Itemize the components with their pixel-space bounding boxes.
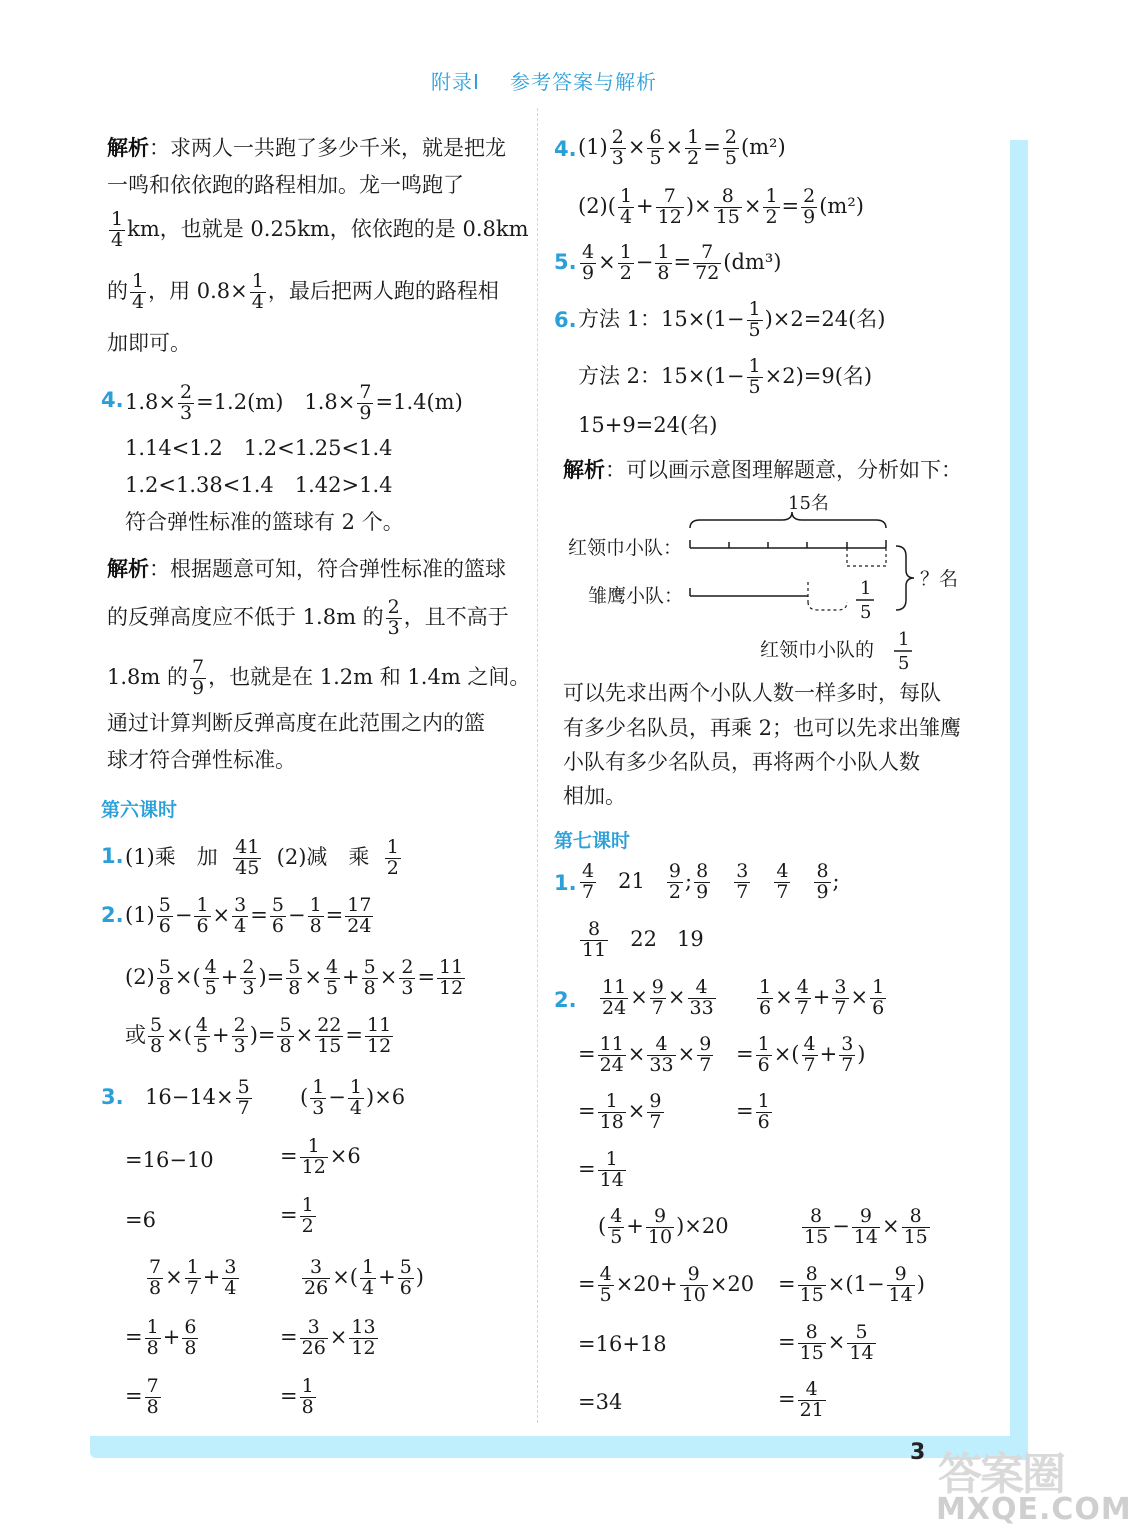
r-q5-line: $\frac{4}{9}$ × $\frac{1}{2}$ − $\frac{1}{8}$ = $\frac{7}{72}$ (dm³) bbox=[582, 241, 782, 284]
q4-line3: 1.2<1.38<1.4 1.42>1.4 bbox=[125, 473, 393, 497]
r7-q2-a-line3: = $\frac{1}{18}$ × $\frac{9}{7}$ bbox=[578, 1090, 662, 1133]
q3-c-line1: $\frac{7}{8}$ × $\frac{1}{7}$ + $\frac{3}{4}$ bbox=[149, 1256, 237, 1299]
header-title: 参考答案与解析 bbox=[509, 70, 657, 94]
analysis-2-line3: 1.8m 的 $\frac{7}{9}$ ，也就是在 1.2m 和 1.4m 之间。 bbox=[107, 656, 531, 699]
r-q6-line3: 15+9=24(名) bbox=[578, 413, 718, 437]
r7-q2-c-line4: =34 bbox=[578, 1390, 623, 1414]
q3-d-line3: = $\frac{1}{8}$ bbox=[280, 1375, 314, 1418]
svg-text:5: 5 bbox=[860, 602, 872, 623]
r-analysis-line1: 解析：可以画示意图理解题意，分析如下： bbox=[563, 458, 962, 482]
r7-q1-line1: $\frac{4}{7}$ 21 $\frac{9}{2}$ ; $\frac{8}{9}$ $\frac{3}{7}$ $\frac{4}{7}$ $\frac{8}{9}$ ; bbox=[582, 860, 840, 903]
q3-b-line2: = $\frac{1}{12}$ ×6 bbox=[280, 1135, 361, 1178]
q2-line3: 或 $\frac{5}{8}$ ×( $\frac{4}{5}$ + $\frac{2}{3}$ )= $\frac{5}{8}$ × $\frac{22}{15}$ = $\frac{11}{12}$ bbox=[125, 1014, 392, 1057]
q1-number: 1. bbox=[101, 844, 124, 868]
q1-answers: (1)乘 加 $\frac{41}{45}$ (2)减 乘 $\frac{1}{2}$ bbox=[125, 836, 399, 879]
q3-c-line3: = $\frac{7}{8}$ bbox=[125, 1375, 159, 1418]
q2-line2: (2) $\frac{5}{8}$ ×( $\frac{4}{5}$ + $\frac{2}{3}$ )= $\frac{5}{8}$ × $\frac{4}{5}$ + $\frac{5}{8}$ × $\frac{2}{3}$ = $\frac{11}{12}$ bbox=[125, 956, 464, 999]
q4-number: 4. bbox=[101, 388, 124, 412]
r-q6-method1: 方法 1：15×(1− $\frac{1}{5}$ )×2=24(名) bbox=[578, 298, 886, 341]
analysis-1-line5: 加即可。 bbox=[107, 331, 191, 355]
q3-b-line1: ( $\frac{1}{3}$ − $\frac{1}{4}$ )×6 bbox=[300, 1076, 406, 1119]
page-header bbox=[0, 66, 1088, 95]
q3-d-line2: = $\frac{3}{26}$ × $\frac{13}{12}$ bbox=[280, 1316, 376, 1359]
q2-line1: (1) $\frac{5}{6}$ − $\frac{1}{6}$ × $\frac{3}{4}$ = $\frac{5}{6}$ − $\frac{1}{8}$ = $\frac{17}{24}$ bbox=[125, 894, 372, 937]
diagram-row2-label: 雏鹰小队： bbox=[588, 585, 684, 607]
r-q4-line2: (2)( $\frac{1}{4}$ + $\frac{7}{12}$ )× $\frac{8}{15}$ × $\frac{1}{2}$ = $\frac{2}{9}$ (m²) bbox=[578, 185, 864, 228]
r7-q2-c-line2: = $\frac{4}{5}$ ×20+ $\frac{9}{10}$ ×20 bbox=[578, 1263, 755, 1306]
column-divider bbox=[537, 108, 538, 1423]
analysis-1-line4: 的 $\frac{1}{4}$ ，用 0.8× $\frac{1}{4}$ ，最后把两人跑的路程相 bbox=[107, 270, 499, 313]
r-analysis-p4: 相加。 bbox=[563, 784, 626, 808]
q4-line4: 符合弹性标准的篮球有 2 个。 bbox=[125, 510, 404, 534]
analysis-2-line5: 球才符合弹性标准。 bbox=[107, 748, 296, 772]
fraction: $\frac{1}{4}$ bbox=[111, 208, 124, 251]
page-number: 3 bbox=[910, 1440, 926, 1465]
r7-q2-c-line3: =16+18 bbox=[578, 1332, 667, 1356]
r7-q2-a-line4: = $\frac{1}{14}$ bbox=[578, 1148, 624, 1191]
r7-q1-number: 1. bbox=[554, 871, 577, 895]
diagram-top-brace bbox=[690, 512, 886, 528]
analysis-2-line1: 解析：根据题意可知，符合弹性标准的篮球 bbox=[107, 557, 506, 581]
q3-a-line3: =6 bbox=[125, 1208, 156, 1232]
r7-q2-c-line1: ( $\frac{4}{5}$ + $\frac{9}{10}$ )×20 bbox=[598, 1205, 729, 1248]
q3-b-line3: = $\frac{1}{2}$ bbox=[280, 1194, 314, 1237]
r7-q2-number: 2. bbox=[554, 988, 577, 1012]
q4-line2: 1.14<1.2 1.2<1.25<1.4 bbox=[125, 436, 393, 460]
section-lesson-6: 第六课时 bbox=[101, 799, 178, 821]
r7-q2-d-line1: $\frac{8}{15}$ − $\frac{9}{14}$ × $\frac{8}{15}$ bbox=[804, 1205, 928, 1248]
r7-q2-d-line2: = $\frac{8}{15}$ ×(1− $\frac{9}{14}$ ) bbox=[778, 1263, 925, 1306]
watermark-logo: 答案圈 MXQE.COM bbox=[936, 1449, 1132, 1527]
analysis-1-line1: 解析：求两人一共跑了多少千米，就是把龙 bbox=[107, 136, 506, 160]
svg-text:1: 1 bbox=[898, 629, 910, 650]
diagram-row1-label: 红领巾小队： bbox=[568, 537, 683, 559]
diagram-question-label: ？名 bbox=[920, 568, 959, 590]
q2-number: 2. bbox=[101, 903, 124, 927]
r-q6-method2: 方法 2：15×(1− $\frac{1}{5}$ ×2)=9(名) bbox=[578, 355, 873, 398]
r-q6-number: 6. bbox=[554, 308, 577, 332]
section-lesson-7: 第七课时 bbox=[554, 830, 631, 852]
q3-a-line1: 16−14× $\frac{5}{7}$ bbox=[145, 1076, 250, 1119]
r7-q2-d-line4: = $\frac{4}{21}$ bbox=[778, 1378, 824, 1421]
r7-q2-d-line3: = $\frac{8}{15}$ × $\frac{5}{14}$ bbox=[778, 1321, 874, 1364]
header-appendix: 附录Ⅰ bbox=[431, 70, 480, 94]
r-q5-number: 5. bbox=[554, 250, 577, 274]
q3-number: 3. bbox=[101, 1085, 124, 1109]
q3-c-line2: = $\frac{1}{8}$ + $\frac{6}{8}$ bbox=[125, 1316, 197, 1359]
r7-q2-b-line3: = $\frac{1}{6}$ bbox=[736, 1090, 770, 1133]
r-analysis-p1: 可以先求出两个小队人数一样多时，每队 bbox=[563, 681, 941, 705]
diagram-bottom-label: 红领巾小队的 bbox=[760, 639, 875, 661]
analysis-2-line2: 的反弹高度应不低于 1.8m 的 $\frac{2}{3}$ ，且不高于 bbox=[107, 596, 509, 639]
r-q4-number: 4. bbox=[554, 137, 577, 161]
r7-q2-b-line2: = $\frac{1}{6}$ ×( $\frac{4}{7}$ + $\frac{3}{7}$ ) bbox=[736, 1033, 866, 1076]
r-analysis-p3: 小队有多少名队员，再将两个小队人数 bbox=[563, 750, 920, 774]
analysis-2-line4: 通过计算判断反弹高度在此范围之内的篮 bbox=[107, 711, 485, 735]
page-frame-right bbox=[1010, 140, 1028, 1460]
svg-text:1: 1 bbox=[860, 578, 872, 599]
svg-text:5: 5 bbox=[898, 653, 910, 674]
r7-q2-a-line2: = $\frac{11}{24}$ × $\frac{4}{33}$ × $\frac{9}{7}$ bbox=[578, 1033, 712, 1076]
analysis-1-line3: $\frac{1}{4}$ km，也就是 0.25km，依依跑的是 0.8km bbox=[111, 208, 529, 251]
r-analysis-p2: 有多少名队员，再乘 2；也可以先求出雏鹰 bbox=[563, 716, 962, 740]
r7-q2-b-line1: $\frac{1}{6}$ × $\frac{4}{7}$ + $\frac{3}{7}$ × $\frac{1}{6}$ bbox=[759, 976, 885, 1019]
diagram-right-brace bbox=[896, 546, 914, 610]
q3-a-line2: =16−10 bbox=[125, 1148, 214, 1172]
r7-q1-line2: $\frac{8}{11}$ 22 19 bbox=[582, 918, 704, 961]
q4-line1: 1.8× $\frac{2}{3}$ =1.2(m) 1.8× $\frac{7}{9}$ =1.4(m) bbox=[125, 381, 463, 424]
r7-q2-a-line1: $\frac{11}{24}$ × $\frac{9}{7}$ × $\frac{4}{33}$ bbox=[602, 976, 714, 1019]
page-frame-bottom bbox=[90, 1436, 1025, 1458]
q3-d-line1: $\frac{3}{26}$ ×( $\frac{1}{4}$ + $\frac{5}{6}$ ) bbox=[304, 1256, 424, 1299]
diagram-total-label: 15名 bbox=[788, 493, 829, 514]
r-q4-line1: (1) $\frac{2}{3}$ × $\frac{6}{5}$ × $\frac{1}{2}$ = $\frac{2}{5}$ (m²) bbox=[578, 126, 786, 169]
analysis-1-line2: 一鸣和依依跑的路程相加。龙一鸣跑了 bbox=[107, 173, 464, 197]
segment-diagram bbox=[560, 490, 980, 680]
